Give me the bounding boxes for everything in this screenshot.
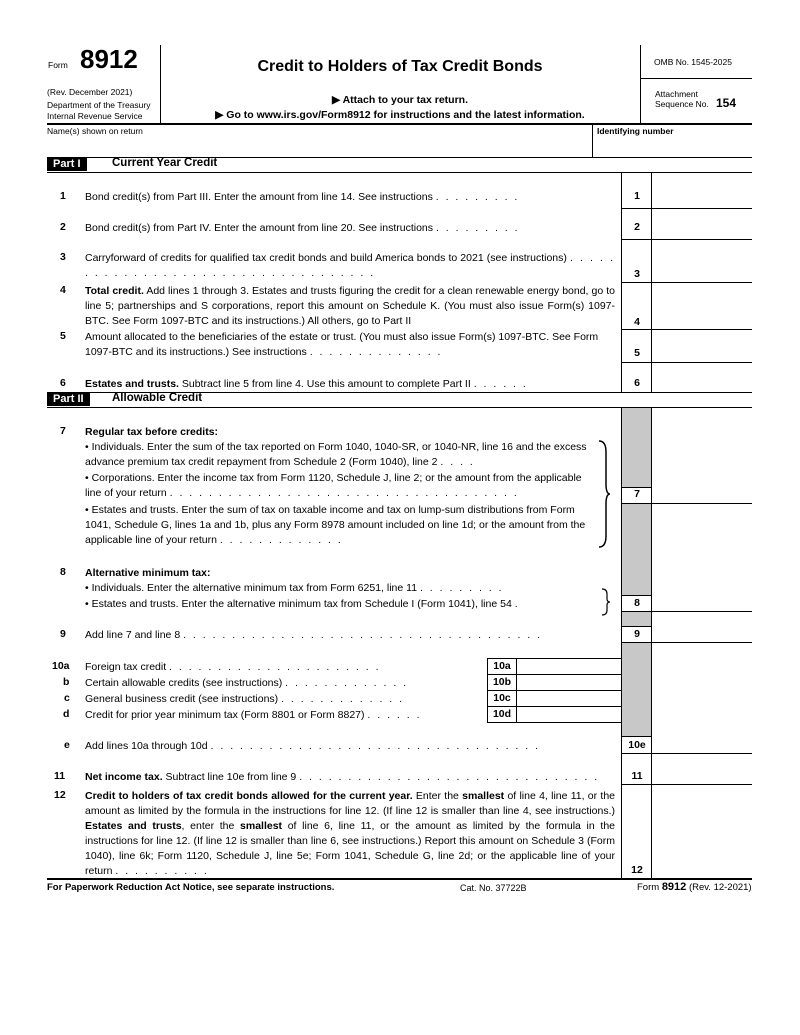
line-11-amount[interactable] <box>652 754 782 784</box>
line-10c-text: General business credit (see instructions) . . . . . . . . . . . . . <box>85 693 405 705</box>
line-number: 12 <box>54 789 66 801</box>
line-number: 8 <box>60 566 66 578</box>
form-number: 8912 <box>80 44 138 74</box>
line-3-text: Carryforward of credits for qualified tax credit bonds and build America bonds to 2021 (see instructions) . . . . . . . . . . . . . . . . . . . . . . . . . . . . . . . . . . . <box>85 252 615 279</box>
line-11-text: Net income tax. Subtract line 10e from line 9 . . . . . . . . . . . . . . . . . . . . . . . . . . . . . . . <box>85 771 600 783</box>
line-8-estates: • Estates and trusts. Enter the alternative minimum tax from Schedule I (Form 1041), line 54 . <box>85 598 520 610</box>
line-10c-box: 10c <box>493 692 511 704</box>
line-number: 4 <box>60 284 66 296</box>
line-number: e <box>64 739 70 751</box>
attach-instruction: ▶ Attach to your tax return. <box>331 94 469 106</box>
goto-instruction: ▶ Go to www.irs.gov/Form8912 for instructions and the latest information. <box>215 109 585 121</box>
name-field[interactable] <box>47 137 592 155</box>
sequence-number: 154 <box>716 96 737 110</box>
omb-number: OMB No. 1545-2025 <box>654 57 732 67</box>
line-4-amount[interactable] <box>652 283 782 329</box>
line-10b-box: 10b <box>492 676 512 688</box>
line-5-box: 5 <box>634 347 640 359</box>
line-number: 6 <box>60 377 66 389</box>
line-12-box: 12 <box>631 864 643 876</box>
line-10e-text: Add lines 10a through 10d . . . . . . . . . . . . . . . . . . . . . . . . . . . . . . . . . . <box>85 740 540 752</box>
names-label: Name(s) shown on return <box>47 126 143 136</box>
paperwork-notice: For Paperwork Reduction Act Notice, see separate instructions. <box>47 882 335 893</box>
line-2-text: Bond credit(s) from Part IV. Enter the amount from line 20. See instructions . . . . . . . . . <box>85 222 520 234</box>
line-10a-box: 10a <box>493 660 511 672</box>
right-brace-icon <box>597 440 611 548</box>
part1-label: Part I <box>47 157 87 171</box>
line-7-estates: • Estates and trusts. Enter the sum of tax on taxable income and tax on lump-sum distributions from Form 1041, Schedule G, lines 1a and 1b, plus any Form 8978 amount included on line 1d; or the amount from the applicable line of your return . . . . . . . . . . . . . <box>85 504 586 546</box>
line-number: c <box>64 692 70 704</box>
footer-form-id: Form 8912 (Rev. 12-2021) <box>637 881 752 893</box>
line-7-heading: Regular tax before credits: <box>85 426 219 438</box>
form-title: Credit to Holders of Tax Credit Bonds <box>257 58 543 75</box>
line-9-amount[interactable] <box>652 612 782 642</box>
line-4-text: Total credit. Add lines 1 through 3. Estates and trusts figuring the credit for a clean renewable energy bond, go to line 5; partnerships and S corporations, report this amount on Schedule K. (You must also issue Form(s) 1097-BTC. See Form 1097-BTC and its instructions.) All others, go to Part II <box>85 285 615 327</box>
line-10a-text: Foreign tax credit . . . . . . . . . . . . . . . . . . . . . . <box>85 661 381 673</box>
line-8-amount[interactable] <box>652 504 782 611</box>
line-8-heading: Alternative minimum tax: <box>85 567 211 579</box>
line-9-text: Add line 7 and line 8 . . . . . . . . . . . . . . . . . . . . . . . . . . . . . . . . . . . . . <box>85 629 543 641</box>
line-number: b <box>63 676 70 688</box>
form-word: Form <box>48 60 68 70</box>
line-number: d <box>63 708 70 720</box>
line-12-amount[interactable] <box>652 785 782 878</box>
line-10d-text: Credit for prior year minimum tax (Form 8801 or Form 8827) . . . . . . <box>85 709 422 721</box>
line-10e-box: 10e <box>628 739 646 751</box>
attachment-label: Attachment <box>655 89 698 99</box>
line-10d-box: 10d <box>492 708 512 720</box>
line-7-amount[interactable] <box>652 408 782 503</box>
line-number: 7 <box>60 425 66 437</box>
line-10b-amount[interactable] <box>517 674 620 690</box>
shaded-area <box>622 503 651 595</box>
line-5-amount[interactable] <box>652 330 782 362</box>
line-6-box: 6 <box>634 377 640 389</box>
line-number: 1 <box>60 190 66 202</box>
line-number: 10a <box>52 660 70 672</box>
line-6-text: Estates and trusts. Subtract line 5 from line 4. Use this amount to complete Part II . . . . . . <box>85 378 528 390</box>
line-8-individuals: • Individuals. Enter the alternative minimum tax from Form 6251, line 11 . . . . . . . . . <box>85 582 504 594</box>
line-10c-amount[interactable] <box>517 690 620 706</box>
line-number: 2 <box>60 221 66 233</box>
part2-title: Allowable Credit <box>112 392 203 404</box>
line-10a-amount[interactable] <box>517 658 620 674</box>
line-3-amount[interactable] <box>652 240 782 282</box>
line-7-individuals: • Individuals. Enter the sum of the tax reported on Form 1040, 1040-SR, or 1040-NR, line 16 and the excess advance premium tax credit repayment from Schedule 2 (Form 1040), line 2 . . . . <box>85 441 587 468</box>
revision-date: (Rev. December 2021) <box>47 87 133 97</box>
catalog-number: Cat. No. 37722B <box>460 883 527 893</box>
line-11-box: 11 <box>631 770 643 782</box>
line-number: 5 <box>60 330 66 342</box>
line-1-text: Bond credit(s) from Part III. Enter the amount from line 14. See instructions . . . . . . . . . <box>85 191 520 203</box>
department: Department of the Treasury <box>47 100 151 110</box>
line-12-text: Credit to holders of tax credit bonds allowed for the current year. Enter the smallest of line 4, line 11, or the amount as limited by the formula in the instructions for line 12. (If line 12 is smaller than line 4, see instructions.) Estates and trusts, enter the smallest of line 6, line 11, or the amount as limited by the formula in the instructions for line 12. (If line 12 is smaller than line 6, see instructions.) Report this amount on Schedule 3 (Form 1040), line 6k; Form 1120, Schedule J, line 5e; Form 1041, Schedule G, line 2d; or the applicable line of your return . . . . . . . . . . <box>85 790 616 877</box>
shaded-area <box>622 643 651 736</box>
line-2-box: 2 <box>634 221 640 233</box>
line-number: 9 <box>60 628 66 640</box>
shaded-area <box>622 408 651 487</box>
line-10e-amount[interactable] <box>652 643 782 753</box>
line-number: 3 <box>60 251 66 263</box>
line-9-box: 9 <box>634 628 640 640</box>
line-6-amount[interactable] <box>652 363 782 391</box>
line-10b-text: Certain allowable credits (see instructions) . . . . . . . . . . . . . <box>85 677 409 689</box>
line-8-box: 8 <box>634 597 640 609</box>
irs-label: Internal Revenue Service <box>47 111 143 121</box>
shaded-area <box>622 612 651 626</box>
line-7-box: 7 <box>634 488 640 500</box>
line-1-amount[interactable] <box>652 184 782 208</box>
line-2-amount[interactable] <box>652 209 782 239</box>
line-1-box: 1 <box>634 190 640 202</box>
line-7-corporations: • Corporations. Enter the income tax from Form 1120, Schedule J, line 2; or the amount from the applicable line of your return . . . . . . . . . . . . . . . . . . . . . . . . . . . . . . . . . . . . <box>85 472 582 499</box>
part1-title: Current Year Credit <box>112 157 218 169</box>
part2-label: Part II <box>47 392 90 406</box>
line-4-box: 4 <box>634 316 640 328</box>
right-brace-icon <box>600 588 612 616</box>
line-number: 11 <box>54 770 66 782</box>
identifying-number-label: Identifying number <box>597 126 674 136</box>
line-5-text: Amount allocated to the beneficiaries of the estate or trust. (You must also issue Form(s) 1097-BTC. See Form 1097-BTC and its instructions.) See instructions . . . . . . . . . . . . . . <box>85 331 599 358</box>
line-3-box: 3 <box>634 268 640 280</box>
identifying-number-field[interactable] <box>596 137 751 155</box>
line-10d-amount[interactable] <box>517 706 620 722</box>
sequence-label: Sequence No. <box>655 99 709 109</box>
